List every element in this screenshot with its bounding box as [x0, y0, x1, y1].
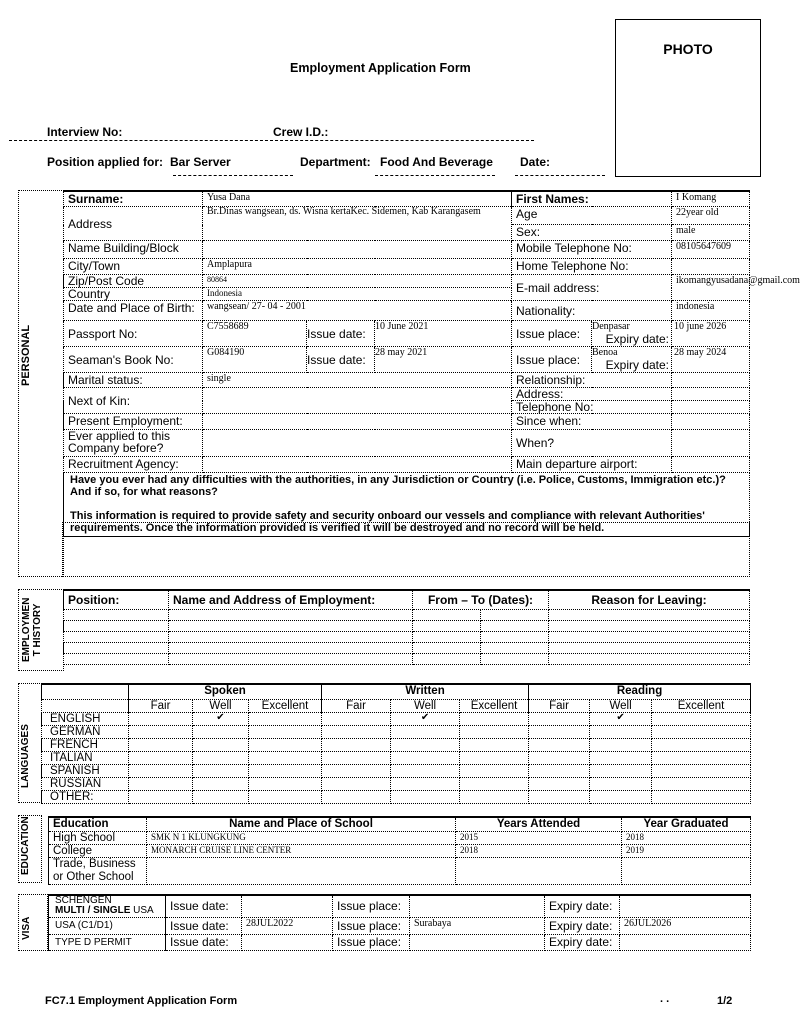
language-proficiency-checkbox[interactable]	[249, 764, 322, 777]
language-proficiency-checkbox[interactable]: ✔	[590, 712, 652, 725]
language-proficiency-checkbox[interactable]	[590, 725, 652, 738]
email-label: E-mail address:	[512, 275, 672, 301]
language-name: FRENCH	[42, 738, 129, 751]
language-proficiency-checkbox[interactable]	[129, 777, 193, 790]
language-proficiency-checkbox[interactable]	[391, 738, 460, 751]
nationality-field[interactable]: indonesia	[672, 301, 750, 321]
agency-label: Recruitment Agency:	[64, 457, 203, 473]
seaman-expiry-label: Expiry date:	[605, 358, 670, 372]
kin-label: Next of Kin:	[64, 388, 203, 414]
visa-issue-date-field[interactable]	[242, 895, 333, 917]
language-proficiency-checkbox[interactable]	[249, 738, 322, 751]
language-proficiency-checkbox[interactable]	[391, 764, 460, 777]
education-row[interactable]	[49, 858, 751, 885]
language-proficiency-checkbox[interactable]	[529, 738, 590, 751]
visa-type: TYPE D PERMIT	[49, 934, 166, 950]
language-proficiency-checkbox[interactable]: ✔	[391, 712, 460, 725]
seaman-issue-date-field[interactable]: 28 may 2021	[375, 347, 512, 373]
visa-issue-place-label: Issue place:	[333, 895, 410, 917]
education-level: High School	[49, 832, 147, 845]
footer-page-number: 1/2	[717, 995, 733, 1007]
language-name: OTHER:	[42, 790, 129, 803]
language-row[interactable]	[42, 764, 751, 777]
visa-expiry-field[interactable]	[620, 934, 751, 950]
surname-field[interactable]: Yusa Dana	[203, 191, 512, 207]
language-proficiency-checkbox[interactable]	[129, 712, 193, 725]
language-proficiency-checkbox[interactable]	[322, 725, 391, 738]
nationality-label: Nationality:	[512, 301, 672, 321]
language-level-header: Fair	[129, 699, 193, 712]
languages-group-reading: Reading	[529, 684, 751, 699]
employment-header-reason: Reason for Leaving:	[549, 590, 750, 609]
language-proficiency-checkbox[interactable]	[652, 777, 751, 790]
language-level-header: Excellent	[460, 699, 529, 712]
first-names-field[interactable]: I Komang	[672, 191, 750, 207]
employment-row[interactable]	[64, 631, 750, 642]
languages-group-spoken: Spoken	[129, 684, 322, 699]
education-level: Trade, Business or Other School	[49, 858, 147, 885]
education-school[interactable]: MONARCH CRUISE LINE CENTER	[147, 845, 456, 858]
department-line	[375, 175, 495, 176]
visa-expiry-field[interactable]	[620, 895, 751, 917]
interview-line	[9, 140, 534, 141]
education-row[interactable]	[49, 832, 751, 845]
visa-expiry-label: Expiry date:	[545, 934, 620, 950]
sex-label: Sex:	[512, 225, 672, 241]
language-proficiency-checkbox[interactable]	[129, 751, 193, 764]
education-years[interactable]: 2015	[456, 832, 622, 845]
employment-row[interactable]	[64, 620, 750, 631]
department-label: Department:	[300, 155, 371, 169]
country-label: Country	[64, 288, 203, 301]
education-row[interactable]	[49, 845, 751, 858]
language-level-header: Well	[193, 699, 249, 712]
departure-label: Main departure airport:	[512, 457, 672, 473]
mobile-field[interactable]: 08105647609	[672, 241, 750, 259]
language-proficiency-checkbox[interactable]	[193, 738, 249, 751]
language-proficiency-checkbox[interactable]	[322, 738, 391, 751]
language-proficiency-checkbox[interactable]: ✔	[193, 712, 249, 725]
page-title: Employment Application Form	[290, 61, 471, 75]
seaman-issue-place-label: Issue place:	[512, 347, 592, 373]
language-name: ENGLISH	[42, 712, 129, 725]
language-proficiency-checkbox[interactable]	[460, 777, 529, 790]
visa-issue-date-field[interactable]	[242, 934, 333, 950]
photo-box[interactable]	[615, 19, 761, 177]
ever-applied-label: Ever applied to this Company before?	[64, 430, 203, 457]
visa-type: USA (C1/D1)	[49, 917, 166, 934]
visa-schengen-top: SCHENGEN	[55, 895, 112, 906]
email-field[interactable]: ikomangyusadana@gmail.com	[672, 275, 750, 301]
position-line	[173, 175, 293, 176]
zip-label: Zip/Post Code	[64, 275, 203, 288]
when-field[interactable]	[672, 430, 750, 457]
language-proficiency-checkbox[interactable]	[529, 764, 590, 777]
passport-issue-place-field[interactable]	[592, 321, 672, 347]
language-row[interactable]	[42, 777, 751, 790]
language-level-header: Excellent	[652, 699, 751, 712]
language-proficiency-checkbox[interactable]	[193, 777, 249, 790]
language-proficiency-checkbox[interactable]	[322, 712, 391, 725]
language-name: GERMAN	[42, 725, 129, 738]
interview-label: Interview No:	[47, 125, 123, 139]
visa-issue-place-field[interactable]: Surabaya	[410, 917, 545, 934]
language-proficiency-checkbox[interactable]	[460, 790, 529, 803]
language-proficiency-checkbox[interactable]	[129, 738, 193, 751]
education-school[interactable]: SMK N 1 KLUNGKUNG	[147, 832, 456, 845]
language-proficiency-checkbox[interactable]	[652, 764, 751, 777]
position-label: Position applied for:	[47, 155, 163, 169]
language-proficiency-checkbox[interactable]	[249, 725, 322, 738]
visa-issue-date-field[interactable]: 28JUL2022	[242, 917, 333, 934]
language-proficiency-checkbox[interactable]	[249, 777, 322, 790]
education-graduated[interactable]: 2018	[622, 832, 751, 845]
language-proficiency-checkbox[interactable]	[391, 790, 460, 803]
visa-issue-place-label: Issue place:	[333, 917, 410, 934]
first-names-label: First Names:	[512, 191, 672, 207]
seaman-label: Seaman's Book No:	[64, 347, 203, 373]
language-level-header: Fair	[529, 699, 590, 712]
employment-header-name: Name and Address of Employment:	[169, 590, 413, 609]
address-field[interactable]: Br.Dinas wangsean, ds. Wisna kertaKec. Sidemen, Kab Karangasem	[203, 207, 512, 241]
date-label: Date:	[520, 155, 551, 169]
visa-section-label: VISA	[21, 916, 32, 940]
language-proficiency-checkbox[interactable]	[529, 751, 590, 764]
education-section-label: EDUCATION	[20, 816, 31, 875]
language-proficiency-checkbox[interactable]	[529, 725, 590, 738]
education-years[interactable]: 2018	[456, 845, 622, 858]
address-label: Address	[64, 207, 203, 241]
language-level-header: Excellent	[249, 699, 322, 712]
visa-issue-place-field[interactable]	[410, 934, 545, 950]
language-level-header: Well	[590, 699, 652, 712]
sex-field[interactable]: male	[672, 225, 750, 241]
languages-group-written: Written	[322, 684, 529, 699]
education-school[interactable]	[147, 858, 456, 885]
language-proficiency-checkbox[interactable]	[460, 712, 529, 725]
authorities-question: Have you ever had any difficulties with the authorities, in any Jurisdiction or Country (i.e. Police, Customs, Immigration etc.)? And if so, for what reasons?	[70, 474, 726, 498]
employment-row[interactable]	[64, 609, 750, 620]
privacy-notice: This information is required to provide safety and security onboard our vessels and compliance with relevant Authorities' requirements. Once the information provided is verified it will be destroyed and no record will be held.	[70, 510, 705, 534]
visa-schengen-suffix: USA	[133, 905, 154, 916]
language-row[interactable]	[42, 790, 751, 803]
language-proficiency-checkbox[interactable]	[129, 725, 193, 738]
personal-table	[63, 190, 800, 537]
language-proficiency-checkbox[interactable]	[652, 725, 751, 738]
language-proficiency-checkbox[interactable]	[193, 725, 249, 738]
visa-expiry-field[interactable]: 26JUL2026	[620, 917, 751, 934]
passport-expiry-field[interactable]: 10 june 2026	[672, 321, 750, 347]
kin-address-label: Address:	[512, 388, 672, 401]
employment-section-label: EMPLOYMEN T HISTORY	[21, 597, 43, 662]
language-proficiency-checkbox[interactable]	[391, 777, 460, 790]
language-proficiency-checkbox[interactable]	[129, 790, 193, 803]
country-field[interactable]: Indonesia	[203, 288, 512, 301]
seaman-expiry-field[interactable]: 28 may 2024	[672, 347, 750, 373]
since-label: Since when:	[512, 414, 672, 430]
zip-field[interactable]: 80864	[203, 275, 512, 288]
employment-table	[63, 589, 750, 665]
employment-header-position: Position:	[64, 590, 169, 609]
visa-expiry-label: Expiry date:	[545, 917, 620, 934]
building-label: Name Building/Block	[64, 241, 203, 259]
footer-form-name: FC7.1 Employment Application Form	[45, 995, 238, 1007]
department-value[interactable]: Food And Beverage	[380, 155, 493, 169]
visa-schengen-bold: MULTI / SINGLE	[55, 905, 131, 916]
language-proficiency-checkbox[interactable]	[322, 764, 391, 777]
language-proficiency-checkbox[interactable]	[652, 751, 751, 764]
personal-section-label: PERSONAL	[20, 324, 32, 386]
language-proficiency-checkbox[interactable]	[529, 790, 590, 803]
employment-row[interactable]	[64, 642, 750, 653]
passport-issue-place-label: Issue place:	[512, 321, 592, 347]
marital-field[interactable]: single	[203, 373, 512, 388]
language-row[interactable]	[42, 751, 751, 764]
photo-label: PHOTO	[663, 41, 713, 57]
language-proficiency-checkbox[interactable]	[129, 764, 193, 777]
language-name: ITALIAN	[42, 751, 129, 764]
age-label: Age	[512, 207, 672, 225]
city-label: City/Town	[64, 259, 203, 275]
education-graduated[interactable]	[622, 858, 751, 885]
language-proficiency-checkbox[interactable]	[460, 751, 529, 764]
language-row[interactable]	[42, 725, 751, 738]
footer-dots: . .	[660, 993, 670, 1005]
kin-telephone-label: Telephone No:	[512, 401, 672, 414]
passport-field[interactable]: C7558689	[203, 321, 307, 347]
employment-row[interactable]	[64, 653, 750, 664]
language-proficiency-checkbox[interactable]	[590, 751, 652, 764]
language-proficiency-checkbox[interactable]	[590, 764, 652, 777]
language-row[interactable]	[42, 712, 751, 725]
dob-field[interactable]: wangsean/ 27- 04 - 2001	[203, 301, 512, 321]
visa-issue-place-label: Issue place:	[333, 934, 410, 950]
language-name: RUSSIAN	[42, 777, 129, 790]
language-proficiency-checkbox[interactable]	[460, 764, 529, 777]
visa-expiry-label: Expiry date:	[545, 895, 620, 917]
language-proficiency-checkbox[interactable]	[529, 712, 590, 725]
employment-header-dates: From – To (Dates):	[413, 590, 549, 609]
education-header-level: Education	[49, 817, 147, 832]
language-proficiency-checkbox[interactable]	[193, 764, 249, 777]
visa-issue-date-label: Issue date:	[166, 934, 242, 950]
visa-schengen-type	[49, 895, 166, 917]
home-phone-label: Home Telephone No:	[512, 259, 672, 275]
seaman-field[interactable]: G084190	[203, 347, 307, 373]
languages-corner	[42, 684, 129, 699]
languages-section-label: LANGUAGES	[20, 724, 31, 788]
passport-label: Passport No:	[64, 321, 203, 347]
agency-field[interactable]	[203, 457, 512, 473]
language-proficiency-checkbox[interactable]	[529, 777, 590, 790]
date-line	[515, 175, 605, 176]
languages-table	[41, 683, 751, 804]
when-label: When?	[512, 430, 672, 457]
since-field[interactable]	[672, 414, 750, 430]
language-proficiency-checkbox[interactable]	[590, 790, 652, 803]
language-proficiency-checkbox[interactable]	[322, 790, 391, 803]
authorities-question-cell	[64, 473, 750, 537]
home-phone-field[interactable]	[672, 259, 750, 275]
position-value[interactable]: Bar Server	[170, 155, 231, 169]
passport-issue-date-field[interactable]: 10 June 2021	[375, 321, 512, 347]
language-proficiency-checkbox[interactable]	[652, 790, 751, 803]
language-proficiency-checkbox[interactable]	[590, 777, 652, 790]
passport-issue-date-label: Issue date:	[307, 321, 375, 347]
language-proficiency-checkbox[interactable]	[652, 712, 751, 725]
education-years[interactable]	[456, 858, 622, 885]
language-proficiency-checkbox[interactable]	[249, 712, 322, 725]
language-proficiency-checkbox[interactable]	[249, 790, 322, 803]
education-header-school: Name and Place of School	[147, 817, 456, 832]
seaman-issue-place-value: Benoa	[592, 347, 618, 358]
visa-issue-date-label: Issue date:	[166, 895, 242, 917]
language-proficiency-checkbox[interactable]	[193, 790, 249, 803]
mobile-label: Mobile Telephone No:	[512, 241, 672, 259]
present-employment-label: Present Employment:	[64, 414, 203, 430]
education-graduated[interactable]: 2019	[622, 845, 751, 858]
seaman-issue-place-field[interactable]	[592, 347, 672, 373]
language-proficiency-checkbox[interactable]	[193, 751, 249, 764]
seaman-issue-date-label: Issue date:	[307, 347, 375, 373]
present-employment-field[interactable]	[203, 414, 512, 430]
dob-label: Date and Place of Birth:	[64, 301, 203, 321]
language-proficiency-checkbox[interactable]	[391, 725, 460, 738]
relationship-field[interactable]	[672, 373, 750, 388]
visa-issue-date-label: Issue date:	[166, 917, 242, 934]
language-level-header: Well	[391, 699, 460, 712]
language-proficiency-checkbox[interactable]	[391, 751, 460, 764]
marital-label: Marital status:	[64, 373, 203, 388]
kin-address-field[interactable]	[672, 388, 750, 401]
language-proficiency-checkbox[interactable]	[460, 738, 529, 751]
kin-telephone-field[interactable]	[672, 401, 750, 414]
kin-field[interactable]	[203, 388, 512, 414]
visa-issue-place-field[interactable]	[410, 895, 545, 917]
language-proficiency-checkbox[interactable]	[460, 725, 529, 738]
language-proficiency-checkbox[interactable]	[590, 738, 652, 751]
ever-applied-field[interactable]	[203, 430, 512, 457]
education-table	[48, 816, 751, 885]
language-proficiency-checkbox[interactable]	[322, 751, 391, 764]
language-proficiency-checkbox[interactable]	[322, 777, 391, 790]
language-proficiency-checkbox[interactable]	[249, 751, 322, 764]
language-row[interactable]	[42, 738, 751, 751]
passport-expiry-label: Expiry date:	[605, 332, 670, 346]
departure-field[interactable]	[672, 457, 750, 473]
surname-label: Surname:	[64, 191, 203, 207]
education-header-years: Years Attended	[456, 817, 622, 832]
passport-issue-place-value: Denpasar	[592, 321, 630, 332]
language-proficiency-checkbox[interactable]	[652, 738, 751, 751]
education-level: College	[49, 845, 147, 858]
building-field[interactable]	[203, 241, 512, 259]
age-field[interactable]: 22year old	[672, 207, 750, 225]
visa-table	[48, 894, 751, 951]
education-header-graduated: Year Graduated	[622, 817, 751, 832]
language-level-header: Fair	[322, 699, 391, 712]
relationship-label: Relationship:	[512, 373, 672, 388]
city-field[interactable]: Amplapura	[203, 259, 512, 275]
language-name: SPANISH	[42, 764, 129, 777]
crew-id-label: Crew I.D.:	[273, 125, 329, 139]
